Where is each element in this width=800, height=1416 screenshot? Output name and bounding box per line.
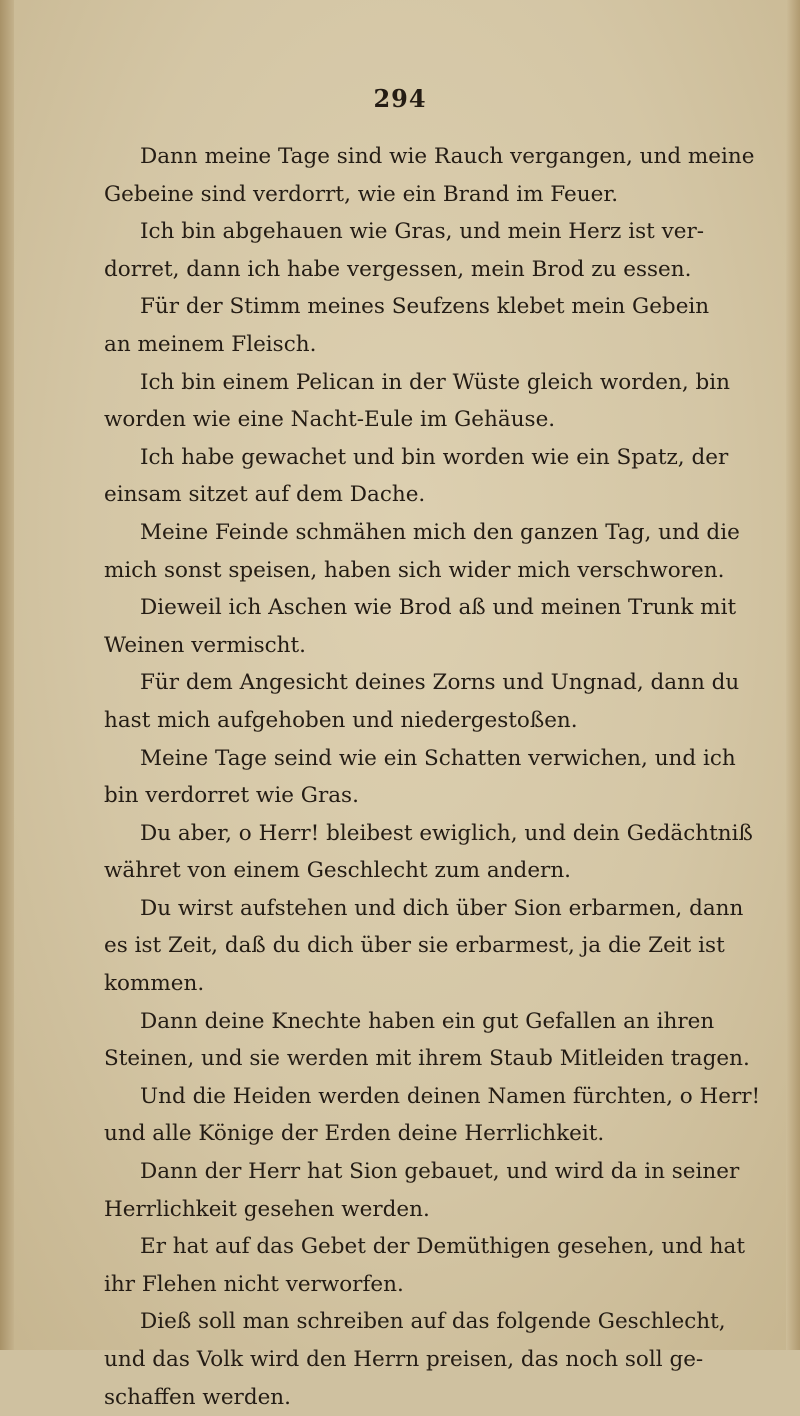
- text-line: einsam sitzet auf dem Dache.: [104, 482, 426, 508]
- text-line: und das Volk wird den Herrn preisen, das noch soll ge-: [104, 1347, 704, 1372]
- text-line: Meine Tage seind wie ein Schatten verwichen, und ich: [140, 745, 736, 771]
- text-line: Dieweil ich Aschen wie Brod aß und meinen Trunk mit: [140, 595, 737, 621]
- text-line: es ist Zeit, daß du dich über sie erbarmest, ja die Zeit ist: [104, 933, 725, 959]
- text-line: schaffen werden.: [104, 1384, 291, 1410]
- text-line: Ich bin einem Pelican in der Wüste gleich worden, bin: [140, 369, 730, 395]
- text-line: kommen.: [104, 971, 205, 997]
- text-line: Dann deine Knechte haben ein gut Gefallen an ihren: [140, 1008, 715, 1034]
- text-line: Dann der Herr hat Sion gebauet, und wird da in seiner: [140, 1159, 740, 1185]
- text-line: mich sonst speisen, haben sich wider mich verschworen.: [104, 557, 725, 583]
- text-line: währet von einem Geschlecht zum andern.: [104, 858, 571, 884]
- text-line: Du wirst aufstehen und dich über Sion erbarmen, dann: [140, 895, 744, 921]
- text-line: Ich habe gewachet und bin worden wie ein Spatz, der: [140, 444, 729, 470]
- body-text: [104, 138, 764, 1416]
- text-line: Steinen, und sie werden mit ihrem Staub Mitleiden tragen.: [104, 1046, 750, 1072]
- text-line: Dieß soll man schreiben auf das folgende Geschlecht,: [140, 1309, 726, 1335]
- text-line: Meine Feinde schmähen mich den ganzen Tag, und die: [140, 519, 740, 545]
- text-line: Und die Heiden werden deinen Namen fürchten, o Herr!: [140, 1083, 761, 1109]
- text-line: Du aber, o Herr! bleibest ewiglich, und dein Gedächtniß: [140, 820, 753, 846]
- text-line: und alle Könige der Erden deine Herrlichkeit.: [104, 1121, 605, 1147]
- text-line: worden wie eine Nacht-Eule im Gehäuse.: [104, 407, 556, 433]
- text-line: Herrlichkeit gesehen werden.: [104, 1196, 430, 1222]
- text-line: an meinem Fleisch.: [104, 331, 317, 357]
- page-left-edge: [0, 0, 14, 1350]
- text-line: dorret, dann ich habe vergessen, mein Brod zu essen.: [104, 256, 692, 282]
- text-line: Für dem Angesicht deines Zorns und Ungnad, dann du: [140, 670, 740, 696]
- text-line: Für der Stimm meines Seufzens klebet mein Gebein: [140, 294, 710, 320]
- text-line: Dann meine Tage sind wie Rauch vergangen, und meine: [140, 144, 755, 169]
- text-line: Weinen vermischt.: [104, 632, 307, 658]
- text-line: bin verdorret wie Gras.: [104, 783, 359, 809]
- text-line: Er hat auf das Gebet der Demüthigen gesehen, und hat: [140, 1234, 745, 1260]
- text-line: hast mich aufgehoben und niedergestoßen.: [104, 707, 578, 733]
- page-number: 294: [373, 84, 427, 113]
- text-line: ihr Flehen nicht verworfen.: [104, 1271, 404, 1297]
- text-line: Ich bin abgehauen wie Gras, und mein Herz ist ver-: [140, 219, 704, 245]
- page-right-edge: [786, 0, 800, 1350]
- text-line: Gebeine sind verdorrt, wie ein Brand im Feuer.: [104, 181, 619, 207]
